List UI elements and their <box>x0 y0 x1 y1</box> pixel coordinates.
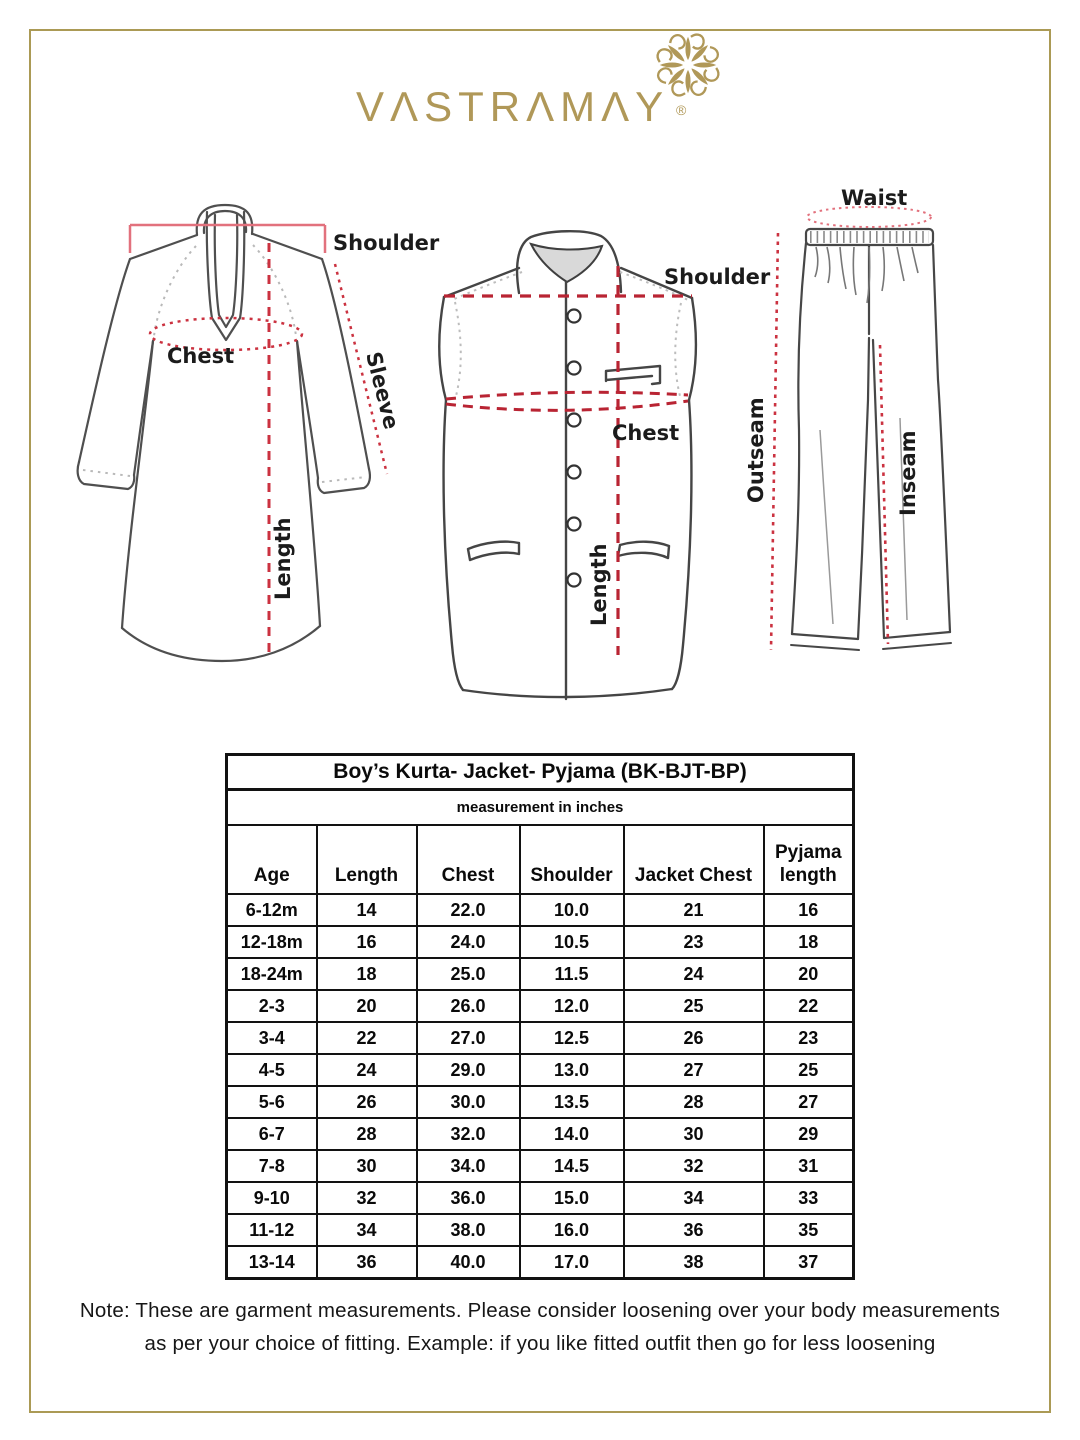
table-cell: 13-14 <box>227 1246 317 1279</box>
table-cell: 33 <box>764 1182 854 1214</box>
jacket-shoulder-label: Shoulder <box>664 265 771 289</box>
table-cell: 27 <box>624 1054 764 1086</box>
table-cell: 28 <box>624 1086 764 1118</box>
table-cell: 20 <box>764 958 854 990</box>
table-cell: 25 <box>624 990 764 1022</box>
registered-trademark-icon: ® <box>676 102 687 118</box>
table-cell: 16.0 <box>520 1214 624 1246</box>
table-cell: 13.5 <box>520 1086 624 1118</box>
column-header-length: Length <box>317 825 417 894</box>
table-row <box>227 926 854 958</box>
table-row <box>227 1022 854 1054</box>
table-cell: 22.0 <box>417 894 520 926</box>
table-cell: 23 <box>624 926 764 958</box>
table-cell: 14.5 <box>520 1150 624 1182</box>
table-cell: 12.5 <box>520 1022 624 1054</box>
column-header-chest: Chest <box>417 825 520 894</box>
table-cell: 40.0 <box>417 1246 520 1279</box>
table-cell: 37 <box>764 1246 854 1279</box>
table-cell: 16 <box>317 926 417 958</box>
table-cell: 35 <box>764 1214 854 1246</box>
table-cell: 20 <box>317 990 417 1022</box>
column-header-pyjama-length: Pyjama length <box>764 825 854 894</box>
table-cell: 32 <box>624 1150 764 1182</box>
table-cell: 7-8 <box>227 1150 317 1182</box>
table-row <box>227 958 854 990</box>
table-row <box>227 1086 854 1118</box>
size-chart-body <box>227 894 854 1279</box>
table-cell: 4-5 <box>227 1054 317 1086</box>
table-row <box>227 1182 854 1214</box>
table-header-row <box>227 825 854 894</box>
table-cell: 38.0 <box>417 1214 520 1246</box>
note-line-1: Note: These are garment measurements. Please consider loosening over your body measurements <box>79 1299 1001 1322</box>
pyjama-sketch <box>744 186 951 650</box>
table-cell: 25.0 <box>417 958 520 990</box>
table-cell: 30.0 <box>417 1086 520 1118</box>
table-cell: 32 <box>317 1182 417 1214</box>
table-cell: 6-7 <box>227 1118 317 1150</box>
table-cell: 11-12 <box>227 1214 317 1246</box>
table-cell: 30 <box>624 1118 764 1150</box>
table-cell: 23 <box>764 1022 854 1054</box>
column-header-jacket-chest: Jacket Chest <box>624 825 764 894</box>
table-cell: 30 <box>317 1150 417 1182</box>
table-cell: 11.5 <box>520 958 624 990</box>
table-row <box>227 894 854 926</box>
table-cell: 29.0 <box>417 1054 520 1086</box>
table-title-row <box>227 755 854 790</box>
table-cell: 25 <box>764 1054 854 1086</box>
table-title: Boy’s Kurta- Jacket- Pyjama (BK-BJT-BP) <box>227 755 854 790</box>
size-chart-table <box>225 753 855 1280</box>
table-cell: 34 <box>624 1182 764 1214</box>
table-cell: 12-18m <box>227 926 317 958</box>
column-header-shoulder: Shoulder <box>520 825 624 894</box>
table-cell: 24 <box>317 1054 417 1086</box>
table-cell: 26.0 <box>417 990 520 1022</box>
table-cell: 14.0 <box>520 1118 624 1150</box>
table-cell: 27 <box>764 1086 854 1118</box>
table-cell: 16 <box>764 894 854 926</box>
brand-wordmark: VΛSTRΛMΛY <box>356 83 670 130</box>
table-cell: 38 <box>624 1246 764 1279</box>
table-cell: 26 <box>317 1086 417 1118</box>
table-row <box>227 990 854 1022</box>
table-cell: 17.0 <box>520 1246 624 1279</box>
note-line-2: as per your choice of fitting. Example: if you like fitted outfit then go for less loosening <box>144 1332 936 1355</box>
table-cell: 3-4 <box>227 1022 317 1054</box>
table-subtitle-row <box>227 790 854 826</box>
table-cell: 26 <box>624 1022 764 1054</box>
table-cell: 28 <box>317 1118 417 1150</box>
kurta-sketch <box>78 205 440 661</box>
pyjama-inseam-label: Inseam <box>896 430 920 516</box>
table-cell: 22 <box>764 990 854 1022</box>
table-row <box>227 1214 854 1246</box>
table-cell: 13.0 <box>520 1054 624 1086</box>
table-cell: 36.0 <box>417 1182 520 1214</box>
jacket-chest-label: Chest <box>612 421 680 445</box>
table-cell: 9-10 <box>227 1182 317 1214</box>
table-cell: 15.0 <box>520 1182 624 1214</box>
kurta-shoulder-label: Shoulder <box>333 231 440 255</box>
kurta-sleeve-label: Sleeve <box>361 349 404 432</box>
table-cell: 31 <box>764 1150 854 1182</box>
table-cell: 10.5 <box>520 926 624 958</box>
table-cell: 36 <box>317 1246 417 1279</box>
table-subtitle: measurement in inches <box>227 790 854 826</box>
pyjama-outseam-label: Outseam <box>744 397 768 503</box>
table-cell: 18-24m <box>227 958 317 990</box>
pyjama-waist-label: Waist <box>841 186 908 210</box>
table-cell: 21 <box>624 894 764 926</box>
table-cell: 24 <box>624 958 764 990</box>
table-row <box>227 1054 854 1086</box>
table-row <box>227 1246 854 1279</box>
table-cell: 29 <box>764 1118 854 1150</box>
table-cell: 22 <box>317 1022 417 1054</box>
table-cell: 5-6 <box>227 1086 317 1118</box>
measurement-note <box>40 1294 1040 1360</box>
kurta-chest-label: Chest <box>167 344 235 368</box>
jacket-sketch <box>439 231 771 699</box>
table-cell: 32.0 <box>417 1118 520 1150</box>
table-cell: 12.0 <box>520 990 624 1022</box>
table-cell: 10.0 <box>520 894 624 926</box>
table-cell: 34.0 <box>417 1150 520 1182</box>
table-cell: 18 <box>764 926 854 958</box>
table-row <box>227 1118 854 1150</box>
kurta-length-label: Length <box>271 517 295 600</box>
table-cell: 2-3 <box>227 990 317 1022</box>
table-row <box>227 1150 854 1182</box>
table-cell: 27.0 <box>417 1022 520 1054</box>
column-header-age: Age <box>227 825 317 894</box>
table-cell: 34 <box>317 1214 417 1246</box>
table-cell: 14 <box>317 894 417 926</box>
table-cell: 18 <box>317 958 417 990</box>
table-cell: 36 <box>624 1214 764 1246</box>
table-cell: 24.0 <box>417 926 520 958</box>
jacket-length-label: Length <box>587 543 611 626</box>
table-cell: 6-12m <box>227 894 317 926</box>
